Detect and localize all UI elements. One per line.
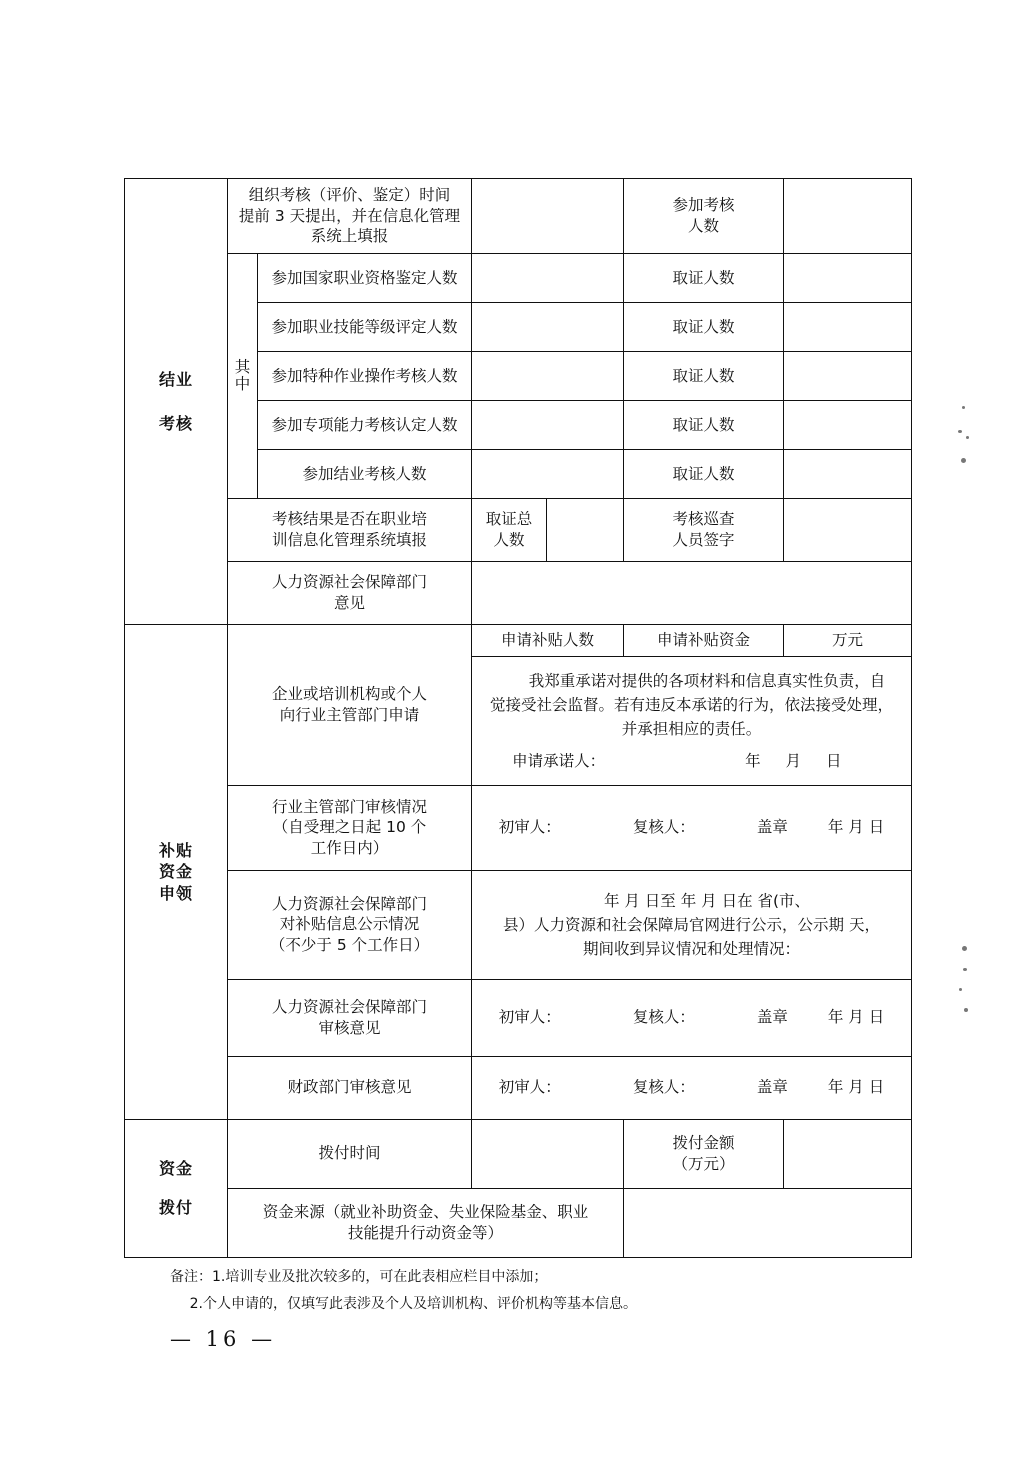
- label-assessment-participants: 参加考核 人数: [624, 179, 784, 254]
- industry-dept-signature-row: [472, 785, 912, 870]
- label-second-reviewer-1: 复核人：: [632, 818, 695, 837]
- table-row: [125, 1119, 912, 1188]
- field-total-cert-count[interactable]: [547, 499, 624, 562]
- label-funding-source: 资金来源（就业补助资金、失业保险基金、职业 技能提升行动资金等）: [228, 1188, 624, 1257]
- label-second-reviewer-2: 复核人：: [632, 1008, 695, 1027]
- field-cert-count-3[interactable]: [784, 303, 912, 352]
- scan-artifact: [962, 406, 965, 409]
- label-total-cert-count: 取证总 人数: [472, 499, 547, 562]
- label-cert-count-2: 取证人数: [624, 254, 784, 303]
- scan-artifact: [964, 1008, 968, 1012]
- label-applied-people-count: 申请补贴人数: [472, 625, 624, 657]
- label-inspector-signature: 考核巡查 人员签字: [624, 499, 784, 562]
- scan-artifact: [959, 988, 962, 991]
- scan-artifact: [958, 430, 962, 433]
- label-hrss-review-opinion: 人力资源社会保障部门 审核意见: [228, 979, 472, 1056]
- field-funding-source[interactable]: [624, 1188, 912, 1257]
- field-cert-count-5[interactable]: [784, 401, 912, 450]
- publicity-statement: 年 月 日至 年 月 日在 省(市、 县）人力资源和社会保障局官网进行公示，公示期 天， 期间收到异议情况和处理情况：: [472, 870, 912, 979]
- finance-signature-row: [472, 1056, 912, 1119]
- label-publicity: 人力资源社会保障部门 对补贴信息公示情况 （不少于 5 个工作日）: [228, 870, 472, 979]
- hrss-signature-row: [472, 979, 912, 1056]
- note-2: 2.个人申请的，仅填写此表涉及个人及培训机构、评价机构等基本信息。: [189, 1295, 637, 1312]
- label-second-reviewer-3: 复核人：: [632, 1078, 695, 1097]
- label-first-reviewer-3: 初审人：: [498, 1078, 561, 1097]
- table-row: [125, 499, 912, 562]
- label-first-reviewer-1: 初审人：: [498, 818, 561, 837]
- label-cert-count-5: 取证人数: [624, 401, 784, 450]
- label-applicant-unit: 企业或培训机构或个人 向行业主管部门申请: [228, 625, 472, 786]
- label-date-1: 年 月 日: [827, 818, 885, 837]
- scan-artifact: [966, 436, 969, 439]
- label-assessment-time: 组织考核（评价、鉴定）时间 提前 3 天提出，并在信息化管理 系统上填报: [228, 179, 472, 254]
- field-cert-count-6[interactable]: [784, 450, 912, 499]
- label-cert-count-4: 取证人数: [624, 352, 784, 401]
- label-cert-count-6: 取证人数: [624, 450, 784, 499]
- label-qizhong: 其 中: [228, 254, 258, 499]
- field-national-qualification-count[interactable]: [472, 254, 624, 303]
- field-completion-assessment-count[interactable]: [472, 450, 624, 499]
- scan-artifact: [963, 968, 967, 971]
- page-number: — 16 —: [170, 1327, 277, 1351]
- label-special-operation: 参加特种作业操作考核人数: [258, 352, 472, 401]
- label-national-qualification: 参加国家职业资格鉴定人数: [258, 254, 472, 303]
- table-row: [125, 979, 912, 1056]
- label-applied-amount: 申请补贴资金: [624, 625, 784, 657]
- table-row: [125, 785, 912, 870]
- table-row: [125, 625, 912, 657]
- label-seal-2: 盖章: [756, 1008, 788, 1027]
- label-completion-assessment: 参加结业考核人数: [258, 450, 472, 499]
- training-subsidy-form-table: [124, 178, 912, 1258]
- field-inspector-signature[interactable]: [784, 499, 912, 562]
- field-hrss-opinion[interactable]: [472, 562, 912, 625]
- label-cert-count-3: 取证人数: [624, 303, 784, 352]
- label-special-ability: 参加专项能力考核认定人数: [258, 401, 472, 450]
- label-applicant-signature: 申请承诺人：: [512, 751, 606, 770]
- section-label-jieye-kaohe: 结业 考核: [125, 179, 228, 625]
- commitment-statement: 我郑重承诺对提供的各项材料和信息真实性负责，自 觉接受社会监督。若有违反本承诺的行为，依法接受处理， 并承担相应的责任。 申请承诺人： 年 月 日: [472, 656, 912, 785]
- table-row: [125, 1188, 912, 1257]
- table-row: [125, 562, 912, 625]
- table-row: [125, 254, 912, 303]
- field-skill-level-eval-count[interactable]: [472, 303, 624, 352]
- label-result-reported: 考核结果是否在职业培 训信息化管理系统填报: [228, 499, 472, 562]
- label-amount-unit: 万元: [784, 625, 912, 657]
- label-seal-3: 盖章: [756, 1078, 788, 1097]
- label-disbursement-time: 拨付时间: [228, 1119, 472, 1188]
- label-hrss-opinion: 人力资源社会保障部门 意见: [228, 562, 472, 625]
- section-label-disbursement: 资金 拨付: [125, 1119, 228, 1257]
- label-first-reviewer-2: 初审人：: [498, 1008, 561, 1027]
- field-disbursement-amount[interactable]: [784, 1119, 912, 1188]
- label-industry-dept-review: 行业主管部门审核情况 （自受理之日起 10 个 工作日内）: [228, 785, 472, 870]
- field-assessment-time[interactable]: [472, 179, 624, 254]
- field-disbursement-time[interactable]: [472, 1119, 624, 1188]
- label-disbursement-amount: 拨付金额 （万元）: [624, 1119, 784, 1188]
- note-1: 备注：1.培训专业及批次较多的，可在此表相应栏目中添加；: [170, 1269, 548, 1285]
- label-date-3: 年 月 日: [827, 1078, 885, 1097]
- label-applicant-date: 年 月 日: [745, 751, 852, 770]
- table-row: [125, 179, 912, 254]
- label-finance-review-opinion: 财政部门审核意见: [228, 1056, 472, 1119]
- form-notes: [170, 1264, 870, 1317]
- label-skill-level-eval: 参加职业技能等级评定人数: [258, 303, 472, 352]
- field-special-operation-count[interactable]: [472, 352, 624, 401]
- table-row: [125, 870, 912, 979]
- table-row: [125, 1056, 912, 1119]
- scan-artifact: [962, 946, 967, 951]
- field-special-ability-count[interactable]: [472, 401, 624, 450]
- field-assessment-participants[interactable]: [784, 179, 912, 254]
- label-date-2: 年 月 日: [827, 1008, 885, 1027]
- section-label-subsidy-application: 补贴 资金 申领: [125, 625, 228, 1120]
- field-cert-count-2[interactable]: [784, 254, 912, 303]
- scan-artifact: [961, 458, 966, 463]
- field-cert-count-4[interactable]: [784, 352, 912, 401]
- label-seal-1: 盖章: [756, 818, 788, 837]
